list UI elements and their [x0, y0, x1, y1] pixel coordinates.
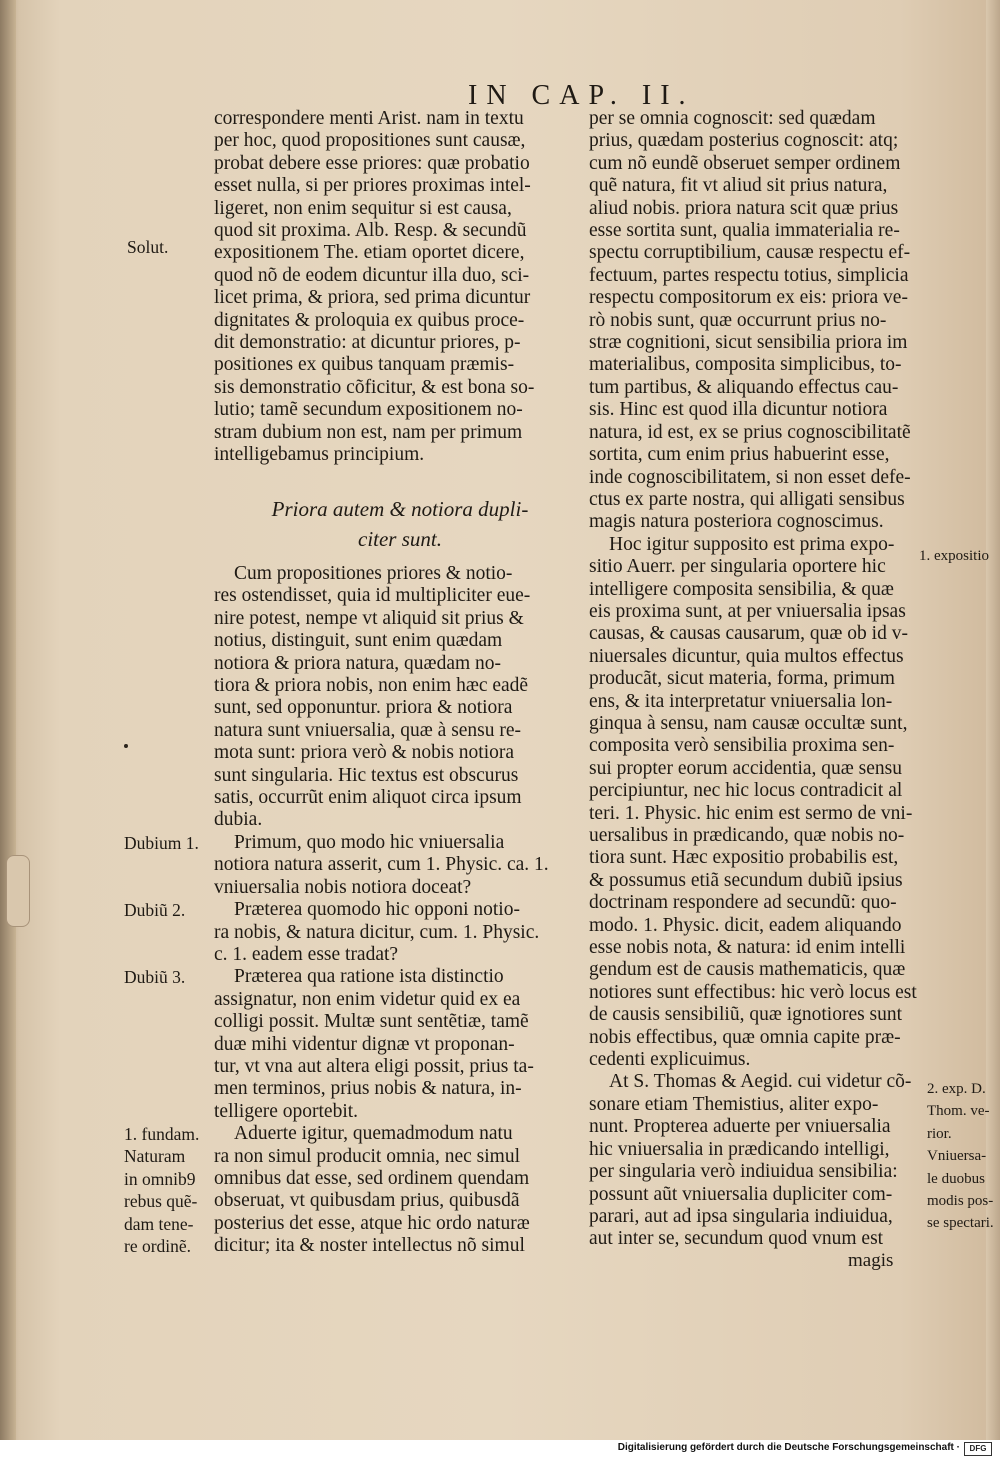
margin-line: re ordinẽ.	[124, 1236, 192, 1257]
text-line: notiores sunt effectibus: hic verò locus est	[589, 981, 917, 1003]
text-line: producãt, sicut materia, forma, primum	[589, 668, 895, 690]
text-line: At S. Thomas & Aegid. cui videtur cõ-	[609, 1071, 912, 1093]
text-line: aut inter se, secundum quod vnum est	[589, 1228, 884, 1250]
text-line: teri. 1. Physic. hic enim est sermo de vni-	[589, 802, 913, 824]
text-line: ra nobis, & natura dicitur, cum. 1. Physic.	[214, 921, 540, 943]
text-line: expositionem The. etiam oportet dicere,	[214, 242, 525, 264]
text-line: intelligere composita sensibilia, & quæ	[589, 578, 894, 600]
text-line: lutio; tamẽ secundum expositionem no-	[214, 399, 523, 421]
text-line: quod sit proxima. Alb. Resp. & secundũ	[214, 220, 527, 242]
left-text-column-lower	[214, 563, 574, 1258]
margin-line: se spectari.	[927, 1215, 994, 1232]
text-line: obseruat, vt quibusdam prius, quibusdã	[214, 1190, 520, 1212]
text-line: nunt. Propterea aduerte per vniuersalia	[589, 1116, 891, 1138]
text-line: rò nobis sunt, quæ occurrunt prius no-	[589, 309, 887, 331]
text-line: Præterea qua ratione ista distinctio	[234, 966, 504, 988]
text-line: ligeret, non enim sequitur si est causa,	[214, 197, 512, 219]
text-line: per hoc, quod propositiones sunt causæ,	[214, 130, 526, 152]
text-line: res ostendisset, quia id multipliciter eue-	[214, 585, 531, 607]
text-line: nire potest, nempe vt aliquid sit prius &	[214, 607, 524, 629]
text-line: possunt aũt vniuersalia dupliciter com-	[589, 1183, 893, 1205]
text-line: omnibus dat esse, sed ordinem quendam	[214, 1167, 530, 1189]
text-line: natura, id est, ex se prius cognoscibilitatẽ	[589, 421, 911, 443]
text-line: parari, aut ad ipsa singularia indiuidua,	[589, 1205, 893, 1227]
text-line: mota sunt: priora verò & nobis notiora	[214, 742, 515, 764]
text-line: causas, & causas causarum, quæ ob id v-	[589, 623, 908, 645]
text-line: notiora & priora natura, quædam no-	[214, 652, 502, 674]
text-line: modo. 1. Physic. dicit, eadem aliquando	[589, 914, 902, 936]
text-line: sunt singularia. Hic textus est obscurus	[214, 764, 519, 786]
text-line: cedenti explicuimus.	[589, 1049, 751, 1071]
text-line: quẽ natura, fit vt aliud sit prius natura,	[589, 175, 888, 197]
text-line: eis proxima sunt, at per vniuersalia ipsas	[589, 600, 906, 622]
margin-note-expositio-2	[927, 1078, 994, 1235]
left-text-column	[214, 108, 574, 467]
text-line: stram dubium non est, nam per primum	[214, 421, 523, 443]
text-line: positiones ex quibus tanquam præmis-	[214, 354, 515, 376]
margin-line: modis pos-	[927, 1193, 994, 1210]
text-line: Præterea quomodo hic opponi notio-	[234, 899, 520, 921]
margin-note-dubium-1: Dubium 1.	[124, 833, 199, 853]
text-line: telligere oportebit.	[214, 1100, 359, 1122]
text-line: tiora & priora nobis, non enim hæc eadẽ	[214, 675, 529, 697]
margin-line: in omnib9	[124, 1168, 196, 1189]
text-line: cum nõ eundẽ obseruet semper ordinem	[589, 152, 901, 174]
section-heading	[250, 494, 550, 554]
text-line: correspondere menti Arist. nam in textu	[214, 108, 524, 129]
text-line: assignatur, non enim videtur quid ex ea	[214, 988, 521, 1010]
margin-line: Naturam	[124, 1146, 186, 1167]
text-line: composita verò sensibilia proxima sen-	[589, 735, 895, 757]
text-line: c. 1. eadem esse tradat?	[214, 943, 399, 965]
text-line: dit demonstratio: at dicuntur priores, p-	[214, 332, 521, 354]
text-line: materialibus, composita simplicibus, to-	[589, 354, 902, 376]
text-line: esse sortita sunt, qualia immaterialia re-	[589, 220, 900, 242]
text-line: licet prima, & priora, sed prima dicuntur	[214, 287, 531, 309]
text-line: colligi possit. Multæ sunt sentẽtiæ, tamẽ	[214, 1011, 529, 1033]
text-line: sitio Auerr. per singularia oportere hic	[589, 556, 886, 578]
margin-note-solut: Solut.	[127, 237, 169, 257]
binding-shadow	[0, 0, 16, 1440]
text-line: sis demonstratio cõficitur, & est bona so-	[214, 376, 535, 398]
text-line: hic vniuersalia in prædicando intelligi,	[589, 1138, 890, 1160]
text-line: notius, distinguit, sunt enim quædam	[214, 630, 503, 652]
text-line: sis. Hinc est quod illa dicuntur notiora	[589, 399, 888, 421]
text-line: esset nulla, si per priores proximas intel-	[214, 175, 531, 197]
text-line: magis natura posteriora cognoscimus.	[589, 511, 884, 533]
margin-line: rebus quẽ-	[124, 1191, 198, 1212]
margin-note-dubium-3: Dubiũ 3.	[124, 967, 186, 987]
text-line: ctus ex parte nostra, qui alligati sensibus	[589, 488, 905, 510]
text-line: dignitates & proloquia ex quibus proce-	[214, 309, 525, 331]
text-line: doctrinam respondere ad secundũ: quo-	[589, 892, 897, 914]
text-line: niuersales dicuntur, quia multos effectus	[589, 645, 904, 667]
running-header: IN CAP. II.	[468, 80, 695, 111]
heading-line: citer sunt.	[358, 527, 442, 551]
text-line: inde cognoscibilitatem, si non esset defe-	[589, 466, 911, 488]
text-line: gendum est de causis mathematicis, quæ	[589, 959, 906, 981]
text-line: percipiuntur, nec hic locus contradicit al	[589, 780, 903, 802]
catchword: magis	[848, 1250, 894, 1271]
margin-line: Thom. ve-	[927, 1103, 990, 1120]
digitization-footer	[0, 1440, 1000, 1458]
text-line: spectu corruptibilium, causæ respectu ef-	[589, 242, 911, 264]
margin-note-expositio-1: 1. expositio	[919, 548, 989, 564]
text-line: duæ mihi videntur dignæ vt proponan-	[214, 1033, 515, 1055]
text-line: tur, vt vna aut altera eligi possit, prius ta-	[214, 1055, 534, 1077]
margin-line: dam tene-	[124, 1213, 194, 1234]
text-line: ens, & ita interpretatur vniuersalia lon-	[589, 690, 893, 712]
text-line: Primum, quo modo hic vniuersalia	[234, 831, 505, 853]
text-line: probat debere esse priores: quæ probatio	[214, 152, 530, 174]
footer-credit: Digitalisierung gefördert durch die Deutsche Forschungsgemeinschaft ·	[617, 1442, 960, 1453]
text-line: Aduerte igitur, quemadmodum natu	[234, 1123, 513, 1145]
text-line: prius, quædam posterius cognoscit: atq;	[589, 130, 899, 152]
text-line: uersalibus in prædicando, quæ nobis no-	[589, 825, 905, 846]
margin-line: 2. exp. D.	[927, 1081, 986, 1097]
text-line: quod nõ de eodem dicuntur illa duo, sci-	[214, 264, 530, 286]
text-line: ginqua à sensu, nam causæ occultæ sunt,	[589, 712, 908, 734]
text-line: & possumus etiã secundum dubiũ ipsius	[589, 869, 903, 891]
heading-line: Priora autem & notiora dupli-	[271, 497, 529, 521]
text-line: sui propter eorum accidentia, quæ sensu	[589, 757, 902, 779]
margin-line: Vniuersa-	[927, 1148, 987, 1165]
right-text-column	[589, 108, 929, 1251]
text-line: respectu compositorum ex eis: priora ve-	[589, 287, 908, 309]
text-line: nobis effectibus, quæ omnia capite præ-	[589, 1026, 901, 1048]
text-line: tiora sunt. Hæc expositio probabilis est,	[589, 847, 899, 869]
text-line: natura sunt vniuersalia, quæ à sensu re-	[214, 719, 522, 741]
margin-line: le duobus	[927, 1170, 985, 1187]
text-line: tum partibus, & aliquando effectus cau-	[589, 376, 899, 398]
text-line: dubia.	[214, 809, 263, 831]
page-clasp	[6, 855, 30, 927]
dfg-logo-icon: DFG	[964, 1442, 992, 1456]
text-line: intelligebamus principium.	[214, 444, 425, 466]
text-line: Hoc igitur supposito est prima expo-	[609, 533, 895, 555]
text-line: per singularia verò indiuidua sensibilia:	[589, 1161, 898, 1183]
margin-line: 1. fundam.	[124, 1124, 200, 1144]
text-line: de causis sensibiliũ, quæ ignotiores sunt	[589, 1004, 903, 1026]
text-line: fectuum, partes respectu totius, simplicia	[589, 264, 909, 286]
margin-note-fundamentum	[124, 1123, 199, 1257]
text-line: posterius det esse, atque hic ordo naturæ	[214, 1212, 530, 1234]
margin-note-dubium-2: Dubiũ 2.	[124, 900, 186, 920]
margin-line: rior.	[927, 1125, 952, 1142]
text-line: notiora natura asserit, cum 1. Physic. ca. 1.	[214, 854, 549, 876]
text-line: sonare etiam Themistius, aliter expo-	[589, 1093, 879, 1115]
text-line: satis, occurrũt enim aliquot circa ipsum	[214, 787, 522, 809]
text-line: dicitur; ita & noster intellectus nõ simul	[214, 1235, 525, 1257]
text-line: Cum propositiones priores & notio-	[234, 563, 513, 584]
text-line: per se omnia cognoscit: sed quædam	[589, 108, 876, 129]
text-line: esse nobis nota, & natura: id enim intelli	[589, 937, 906, 959]
text-line: sortita, cum enim prius habuerint esse,	[589, 444, 890, 466]
text-line: sunt, sed opponuntur. priora & notiora	[214, 697, 513, 719]
text-line: aliud nobis. priora natura scit quæ prius	[589, 197, 899, 219]
margin-mark	[124, 744, 128, 748]
text-line: vniuersalia nobis notiora doceat?	[214, 876, 472, 898]
text-line: stræ cognitioni, sicut sensibilia priora im	[589, 332, 908, 354]
text-line: ra non simul producit omnia, nec simul	[214, 1145, 520, 1167]
text-line: men terminos, prius nobis & natura, in-	[214, 1078, 522, 1100]
